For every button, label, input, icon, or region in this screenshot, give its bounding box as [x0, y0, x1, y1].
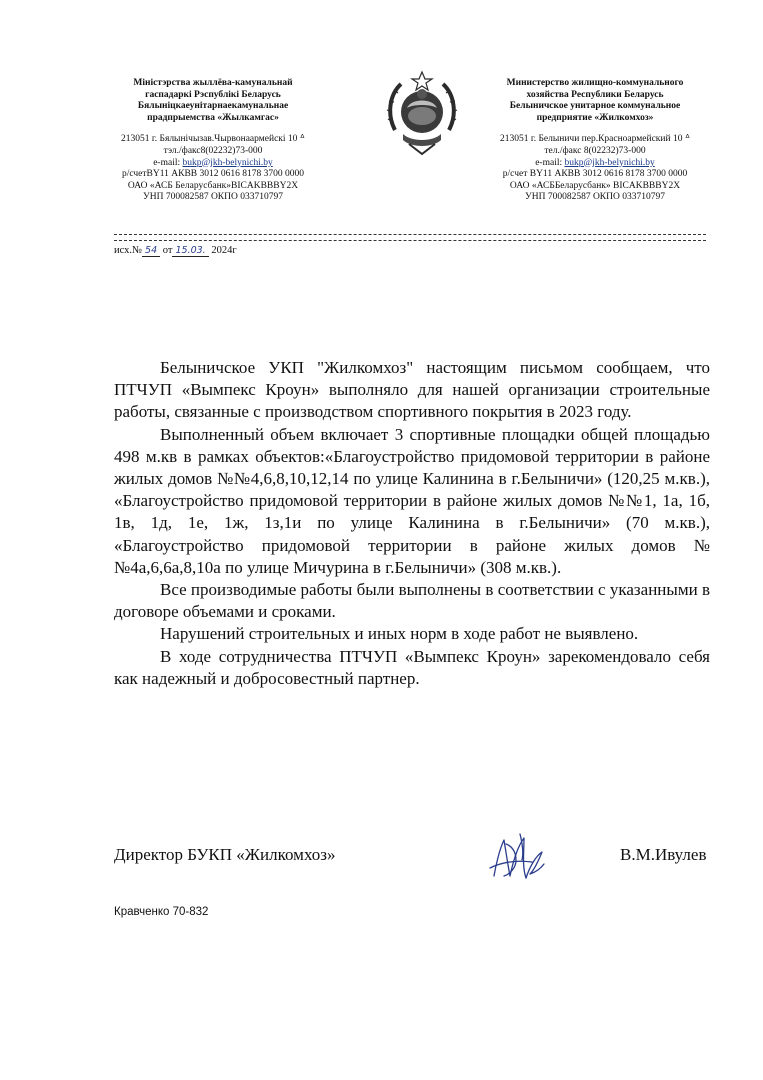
outgoing-year: 2024г	[211, 245, 237, 256]
outgoing-date: 15.03.	[172, 245, 208, 257]
header-divider	[114, 234, 706, 241]
org-line: Бялыніцкаеунітарнаекамунальнае	[137, 101, 289, 112]
email-link-be[interactable]: bukp@jkh-belynichi.by	[182, 157, 273, 168]
handwritten-signature-icon	[486, 826, 548, 888]
org-line: Міністэрства жыллёва-камунальнай	[133, 78, 293, 88]
org-line: гаспадаркі Рэспублікі Беларусь	[145, 89, 281, 100]
paragraph: Все производимые работы были выполнены в соответствии с указанными в договоре объемами и сроками.	[114, 580, 710, 622]
signatory-name: В.М.Ивулев	[620, 845, 707, 864]
org-line: Министерство жилищно-коммунального	[506, 78, 684, 88]
ids-be: УНП 700082587 ОКПО 033710797	[143, 192, 283, 203]
executor-note: Кравченко 70-832	[114, 906, 209, 918]
email-prefix: e-mail:	[535, 157, 565, 168]
belarus-state-emblem-icon	[385, 70, 459, 156]
outgoing-number: 54	[142, 245, 160, 257]
org-line: хозяйства Республики Беларусь	[526, 89, 664, 100]
email-prefix: e-mail:	[153, 157, 183, 168]
org-line: предприятие «Жилкомхоз»	[536, 112, 654, 123]
org-line: Белыничское унитарное коммунальное	[509, 101, 681, 112]
email-row-be	[88, 158, 338, 170]
paragraph: Белыничское УКП "Жилкомхоз" настоящим письмом сообщаем, что ПТЧУП «Вымпекс Кроун» выполняло для нашей организации строительные работы, связанные с производством спортивного покрытия в 2023 году.	[114, 358, 710, 422]
signatory-title: Директор БУКП «Жилкомхоз»	[114, 845, 336, 864]
address-ru: 213051 г. Белыничи пер.Красноармейский 10 ᐞ	[500, 134, 690, 145]
paragraph: В ходе сотрудничества ПТЧУП «Вымпекс Кроун» зарекомендовало себя как надежный и добросовестный партнер.	[114, 646, 710, 688]
letterhead-left	[88, 78, 338, 204]
phone-ru: тел./факс 8(02232)73-000	[544, 145, 646, 156]
outgoing-reference	[114, 245, 237, 256]
account-ru: р/счет BY11 АКВВ 3012 0616 8178 3700 0000	[502, 169, 688, 180]
bank-be: ОАО «АСБ Беларусбанк»BICAKBBBY2X	[127, 180, 299, 191]
outgoing-prefix: исх.№	[114, 245, 143, 256]
bank-ru: ОАО «АСББеларусбанк» BICAKBBBY2X	[509, 180, 681, 191]
org-line: прадпрыемства «Жылкамгас»	[147, 112, 279, 123]
org-name-be	[88, 78, 338, 124]
phone-be: тэл./факс8(02232)73-000	[163, 145, 263, 156]
account-be: р/счетBY11 АКВВ 3012 0616 8178 3700 0000	[121, 169, 305, 180]
letterhead-right	[470, 78, 720, 204]
letter-body	[114, 357, 710, 690]
email-row-ru	[470, 158, 720, 170]
paragraph: Выполненный объем включает 3 спортивные площадки общей площадью 498 м.кв в рамках объектов:«Благоустройство придомовой территории в районе жилых домов №№4,6,8,10,12,14 по улице Калинина в г.Белыничи» (120,25 м.кв.), «Благоустройство придомовой территории в районе жилых домов №№1, 1а, 1б, 1в, 1д, 1е, 1ж, 1з,1и по улице Калинина в г.Белыничи» (70 м.кв.), «Благоустройство придомовой территории в районе жилых домов №№4а,6,6а,8,10а по улице Мичурина в г.Белыничи» (308 м.кв.).	[114, 424, 710, 577]
paragraph: Нарушений строительных и иных норм в ходе работ не выявлено.	[160, 624, 639, 644]
email-link-ru[interactable]: bukp@jkh-belynichi.by	[564, 157, 655, 168]
ids-ru: УНП 700082587 ОКПО 033710797	[525, 192, 665, 203]
address-be: 213051 г. Бялынічызав.Чырвонаармейскі 10 ᐞ	[121, 134, 305, 145]
org-name-ru	[470, 78, 720, 124]
outgoing-from: от	[162, 245, 173, 256]
